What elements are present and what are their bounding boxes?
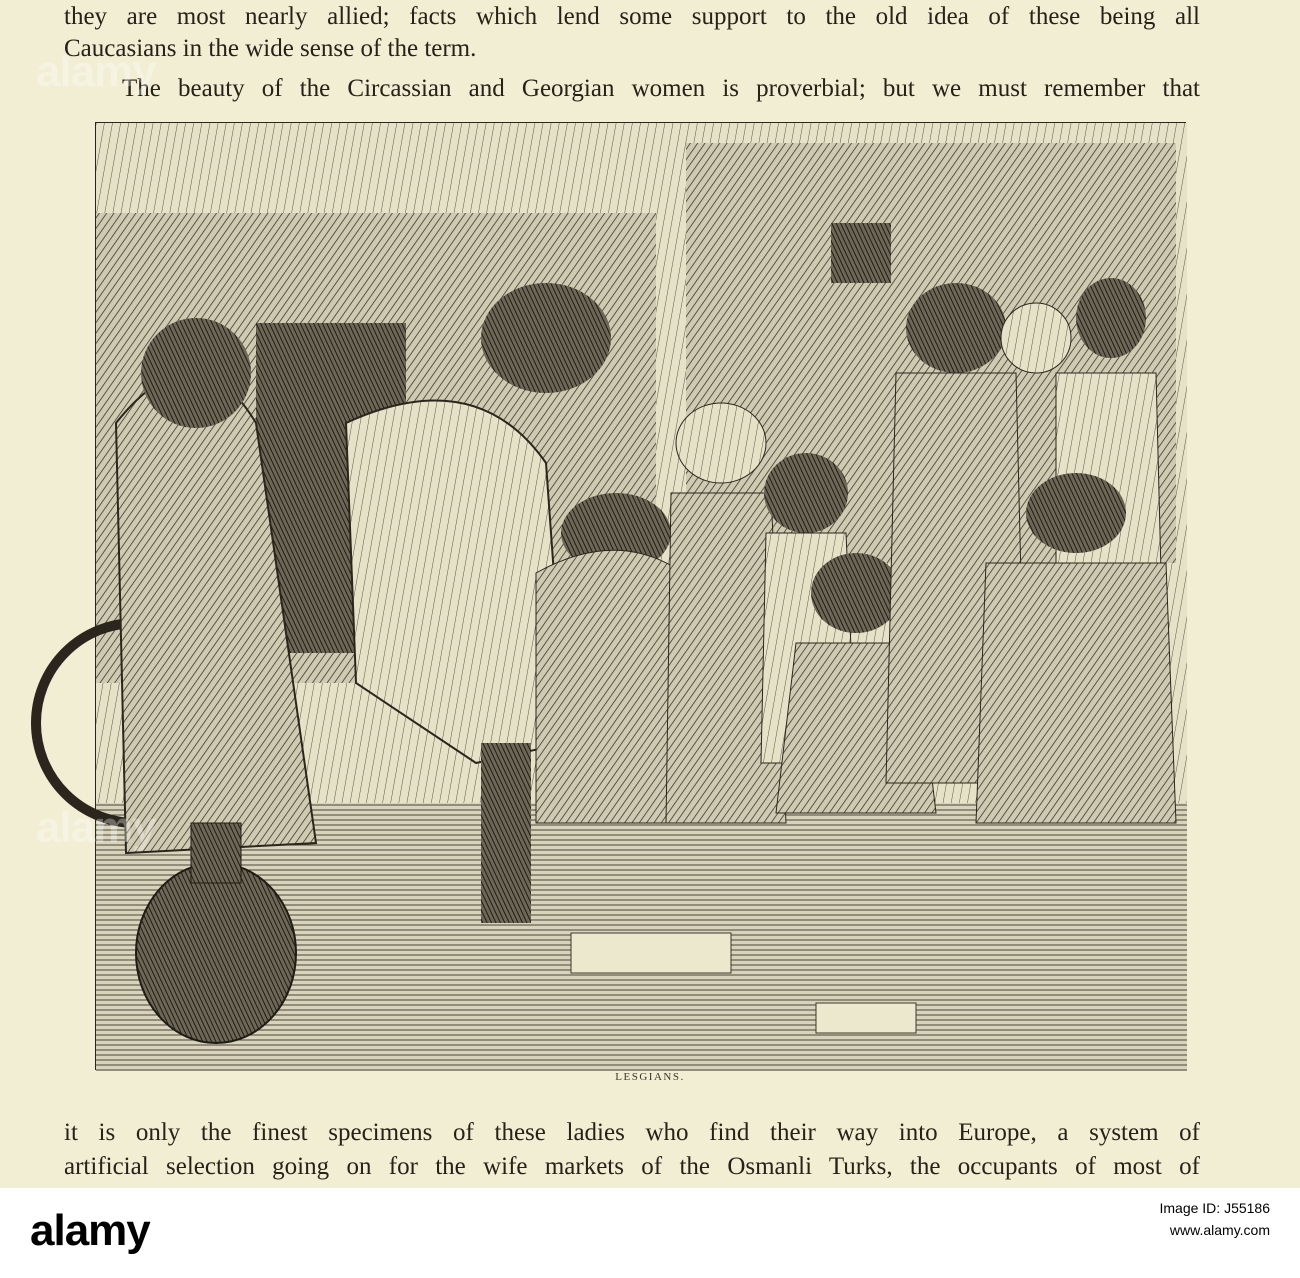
site-url[interactable]: www.alamy.com (1169, 1222, 1270, 1238)
stock-info (1159, 1200, 1270, 1238)
watermark: alamy (36, 47, 156, 96)
illustration-caption: LESGIANS. (615, 1071, 685, 1083)
text-line-2: Caucasians in the wide sense of the term. (64, 35, 477, 62)
watermark: alamy (36, 803, 156, 852)
stock-footer-bar (0, 1188, 1300, 1278)
text-line-4: it is only the finest specimens of these ladies who find their way into Europe, a system of (64, 1119, 1200, 1146)
text-line-3: The beauty of the Circassian and Georgian women is proverbial; but we must remember that (122, 75, 1200, 102)
alamy-logo[interactable]: alamy (30, 1206, 150, 1255)
image-id-label: Image ID: J55186 (1159, 1200, 1270, 1216)
text-line-5: artificial selection going on for the wife markets of the Osmanli Turks, the occupants of most of (64, 1153, 1200, 1180)
text-line-1: they are most nearly allied; facts which lend some support to the old idea of these being all (64, 3, 1200, 30)
